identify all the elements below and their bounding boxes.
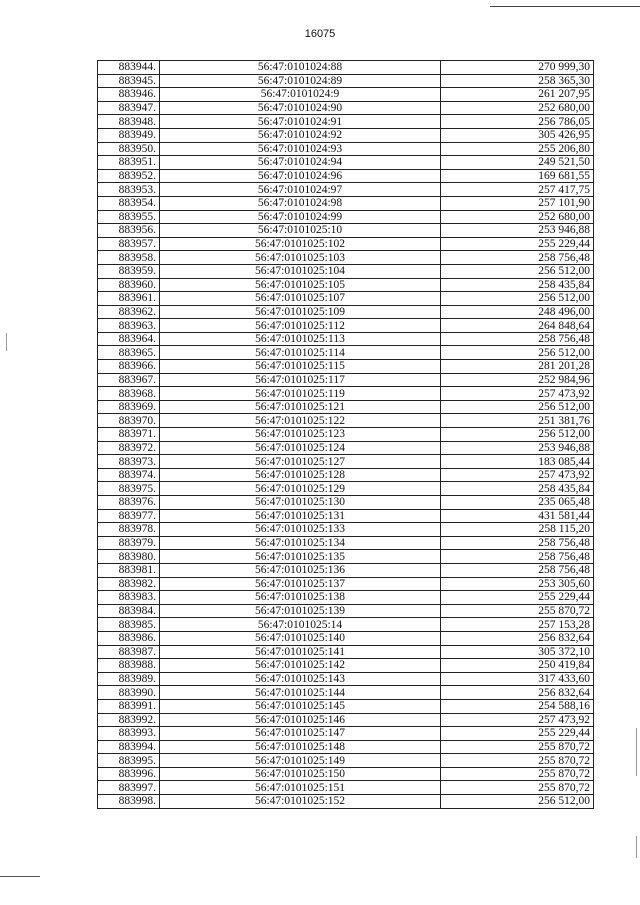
- row-number-cell: 883986.: [98, 631, 160, 645]
- cadastral-value-cell: 257 101,90: [441, 196, 594, 210]
- cadastral-value-cell: 256 786,05: [441, 115, 594, 129]
- table-row: [98, 795, 594, 809]
- row-number-cell: 883957.: [98, 237, 160, 251]
- cadastral-value-cell: 258 435,84: [441, 278, 594, 292]
- table-row: [98, 727, 594, 741]
- cadastral-number-cell: 56:47:0101025:121: [160, 400, 441, 414]
- row-number-cell: 883989.: [98, 672, 160, 686]
- scan-margin-mark: [636, 728, 637, 776]
- cadastral-value-cell: 258 435,84: [441, 482, 594, 496]
- cadastral-value-cell: 255 229,44: [441, 591, 594, 605]
- row-number-cell: 883970.: [98, 414, 160, 428]
- cadastral-value-cell: 253 946,88: [441, 224, 594, 238]
- cadastral-number-cell: 56:47:0101024:98: [160, 196, 441, 210]
- table-row: [98, 115, 594, 129]
- page-number: 16075: [304, 28, 336, 40]
- table-row: [98, 346, 594, 360]
- cadastral-value-cell: 255 870,72: [441, 781, 594, 795]
- row-number-cell: 883966.: [98, 360, 160, 374]
- cadastral-value-cell: 248 496,00: [441, 305, 594, 319]
- row-number-cell: 883949.: [98, 128, 160, 142]
- cadastral-number-cell: 56:47:0101025:109: [160, 305, 441, 319]
- scan-margin-mark: [636, 836, 637, 858]
- table-row: [98, 373, 594, 387]
- table-row: [98, 455, 594, 469]
- row-number-cell: 883971.: [98, 428, 160, 442]
- row-number-cell: 883945.: [98, 74, 160, 88]
- cadastral-number-cell: 56:47:0101025:115: [160, 360, 441, 374]
- cadastral-number-cell: 56:47:0101024:9: [160, 88, 441, 102]
- cadastral-value-cell: 258 756,48: [441, 536, 594, 550]
- cadastral-value-cell: 255 229,44: [441, 237, 594, 251]
- cadastral-number-cell: 56:47:0101025:142: [160, 659, 441, 673]
- row-number-cell: 883953.: [98, 183, 160, 197]
- cadastral-number-cell: 56:47:0101025:145: [160, 699, 441, 713]
- cadastral-value-cell: 258 756,48: [441, 251, 594, 265]
- cadastral-value-cell: 256 512,00: [441, 428, 594, 442]
- table-row: [98, 713, 594, 727]
- row-number-cell: 883952.: [98, 169, 160, 183]
- cadastral-value-cell: 317 433,60: [441, 672, 594, 686]
- cadastral-number-cell: 56:47:0101024:88: [160, 61, 441, 75]
- cadastral-value-cell: 256 512,00: [441, 292, 594, 306]
- cadastral-value-cell: 253 946,88: [441, 441, 594, 455]
- cadastral-number-cell: 56:47:0101025:147: [160, 727, 441, 741]
- cadastral-value-cell: 431 581,44: [441, 509, 594, 523]
- cadastral-number-cell: 56:47:0101025:141: [160, 645, 441, 659]
- cadastral-value-cell: 281 201,28: [441, 360, 594, 374]
- footer-rule: [0, 876, 40, 877]
- cadastral-number-cell: 56:47:0101024:96: [160, 169, 441, 183]
- row-number-cell: 883946.: [98, 88, 160, 102]
- table-row: [98, 237, 594, 251]
- row-number-cell: 883996.: [98, 767, 160, 781]
- cadastral-number-cell: 56:47:0101024:92: [160, 128, 441, 142]
- cadastral-number-cell: 56:47:0101025:112: [160, 319, 441, 333]
- cadastral-value-cell: 270 999,30: [441, 61, 594, 75]
- cadastral-number-cell: 56:47:0101025:104: [160, 264, 441, 278]
- table-row: [98, 577, 594, 591]
- table-row: [98, 183, 594, 197]
- row-number-cell: 883968.: [98, 387, 160, 401]
- table-row: [98, 88, 594, 102]
- cadastral-number-cell: 56:47:0101025:136: [160, 563, 441, 577]
- row-number-cell: 883980.: [98, 550, 160, 564]
- cadastral-value-cell: 235 065,48: [441, 496, 594, 510]
- cadastral-value-cell: 254 588,16: [441, 699, 594, 713]
- cadastral-number-cell: 56:47:0101025:105: [160, 278, 441, 292]
- table-row: [98, 142, 594, 156]
- table-row: [98, 428, 594, 442]
- cadastral-number-cell: 56:47:0101025:140: [160, 631, 441, 645]
- cadastral-value-cell: 256 512,00: [441, 264, 594, 278]
- row-number-cell: 883962.: [98, 305, 160, 319]
- table-row: [98, 74, 594, 88]
- row-number-cell: 883958.: [98, 251, 160, 265]
- cadastral-number-cell: 56:47:0101025:129: [160, 482, 441, 496]
- row-number-cell: 883976.: [98, 496, 160, 510]
- row-number-cell: 883981.: [98, 563, 160, 577]
- row-number-cell: 883963.: [98, 319, 160, 333]
- cadastral-value-cell: 255 229,44: [441, 727, 594, 741]
- cadastral-value-cell: 249 521,50: [441, 156, 594, 170]
- table-row: [98, 563, 594, 577]
- cadastral-number-cell: 56:47:0101025:135: [160, 550, 441, 564]
- cadastral-value-cell: 250 419,84: [441, 659, 594, 673]
- table-row: [98, 686, 594, 700]
- row-number-cell: 883951.: [98, 156, 160, 170]
- row-number-cell: 883956.: [98, 224, 160, 238]
- table-row: [98, 699, 594, 713]
- cadastral-number-cell: 56:47:0101025:14: [160, 618, 441, 632]
- cadastral-value-cell: 252 984,96: [441, 373, 594, 387]
- cadastral-number-cell: 56:47:0101025:119: [160, 387, 441, 401]
- cadastral-number-cell: 56:47:0101025:128: [160, 468, 441, 482]
- cadastral-number-cell: 56:47:0101025:122: [160, 414, 441, 428]
- table-row: [98, 441, 594, 455]
- row-number-cell: 883955.: [98, 210, 160, 224]
- cadastral-number-cell: 56:47:0101024:97: [160, 183, 441, 197]
- table-row: [98, 618, 594, 632]
- table-row: [98, 631, 594, 645]
- row-number-cell: 883944.: [98, 61, 160, 75]
- table-row: [98, 387, 594, 401]
- row-number-cell: 883990.: [98, 686, 160, 700]
- row-number-cell: 883974.: [98, 468, 160, 482]
- cadastral-value-cell: 253 305,60: [441, 577, 594, 591]
- row-number-cell: 883948.: [98, 115, 160, 129]
- table-body: [98, 61, 594, 809]
- cadastral-value-cell: 256 832,64: [441, 631, 594, 645]
- row-number-cell: 883979.: [98, 536, 160, 550]
- cadastral-number-cell: 56:47:0101025:144: [160, 686, 441, 700]
- row-number-cell: 883993.: [98, 727, 160, 741]
- row-number-cell: 883973.: [98, 455, 160, 469]
- table-row: [98, 496, 594, 510]
- cadastral-value-cell: 258 756,48: [441, 332, 594, 346]
- cadastral-number-cell: 56:47:0101025:131: [160, 509, 441, 523]
- cadastral-number-cell: 56:47:0101025:138: [160, 591, 441, 605]
- scan-margin-mark: [6, 333, 7, 351]
- table-row: [98, 482, 594, 496]
- cadastral-value-cell: 256 512,00: [441, 795, 594, 809]
- cadastral-number-cell: 56:47:0101025:137: [160, 577, 441, 591]
- table-row: [98, 292, 594, 306]
- table-row: [98, 156, 594, 170]
- cadastral-number-cell: 56:47:0101025:124: [160, 441, 441, 455]
- table-row: [98, 210, 594, 224]
- cadastral-number-cell: 56:47:0101025:146: [160, 713, 441, 727]
- table-row: [98, 550, 594, 564]
- row-number-cell: 883998.: [98, 795, 160, 809]
- row-number-cell: 883961.: [98, 292, 160, 306]
- cadastral-number-cell: 56:47:0101025:143: [160, 672, 441, 686]
- table-row: [98, 332, 594, 346]
- cadastral-number-cell: 56:47:0101025:151: [160, 781, 441, 795]
- cadastral-number-cell: 56:47:0101025:150: [160, 767, 441, 781]
- cadastral-value-cell: 257 473,92: [441, 713, 594, 727]
- row-number-cell: 883994.: [98, 740, 160, 754]
- row-number-cell: 883965.: [98, 346, 160, 360]
- cadastral-number-cell: 56:47:0101024:89: [160, 74, 441, 88]
- table-row: [98, 781, 594, 795]
- row-number-cell: 883987.: [98, 645, 160, 659]
- row-number-cell: 883960.: [98, 278, 160, 292]
- table-row: [98, 305, 594, 319]
- table-row: [98, 224, 594, 238]
- row-number-cell: 883967.: [98, 373, 160, 387]
- cadastral-value-cell: 255 870,72: [441, 767, 594, 781]
- cadastral-number-cell: 56:47:0101025:148: [160, 740, 441, 754]
- row-number-cell: 883969.: [98, 400, 160, 414]
- table-row: [98, 509, 594, 523]
- cadastral-number-cell: 56:47:0101025:134: [160, 536, 441, 550]
- row-number-cell: 883982.: [98, 577, 160, 591]
- row-number-cell: 883972.: [98, 441, 160, 455]
- cadastral-value-cell: 252 680,00: [441, 210, 594, 224]
- row-number-cell: 883984.: [98, 604, 160, 618]
- table-row: [98, 604, 594, 618]
- table-row: [98, 101, 594, 115]
- cadastral-number-cell: 56:47:0101025:113: [160, 332, 441, 346]
- cadastral-number-cell: 56:47:0101025:117: [160, 373, 441, 387]
- cadastral-value-cell: 258 365,30: [441, 74, 594, 88]
- cadastral-number-cell: 56:47:0101025:139: [160, 604, 441, 618]
- cadastral-number-cell: 56:47:0101025:127: [160, 455, 441, 469]
- cadastral-number-cell: 56:47:0101024:99: [160, 210, 441, 224]
- cadastral-number-cell: 56:47:0101025:130: [160, 496, 441, 510]
- cadastral-value-cell: 255 870,72: [441, 740, 594, 754]
- cadastral-value-cell: 255 206,80: [441, 142, 594, 156]
- row-number-cell: 883978.: [98, 523, 160, 537]
- table-row: [98, 400, 594, 414]
- row-number-cell: 883992.: [98, 713, 160, 727]
- table-row: [98, 61, 594, 75]
- row-number-cell: 883954.: [98, 196, 160, 210]
- cadastral-value-cell: 256 832,64: [441, 686, 594, 700]
- cadastral-number-cell: 56:47:0101025:102: [160, 237, 441, 251]
- table-row: [98, 360, 594, 374]
- header-rule: [490, 6, 640, 7]
- cadastral-value-cell: 183 085,44: [441, 455, 594, 469]
- cadastral-number-cell: 56:47:0101025:10: [160, 224, 441, 238]
- table-row: [98, 645, 594, 659]
- row-number-cell: 883964.: [98, 332, 160, 346]
- table-row: [98, 169, 594, 183]
- table-row: [98, 591, 594, 605]
- cadastral-value-cell: 257 473,92: [441, 387, 594, 401]
- cadastral-number-cell: 56:47:0101025:152: [160, 795, 441, 809]
- cadastral-value-table: [97, 60, 594, 809]
- cadastral-value-cell: 257 417,75: [441, 183, 594, 197]
- cadastral-number-cell: 56:47:0101025:107: [160, 292, 441, 306]
- row-number-cell: 883975.: [98, 482, 160, 496]
- table-row: [98, 278, 594, 292]
- table-row: [98, 128, 594, 142]
- cadastral-number-cell: 56:47:0101024:94: [160, 156, 441, 170]
- row-number-cell: 883997.: [98, 781, 160, 795]
- row-number-cell: 883947.: [98, 101, 160, 115]
- table-row: [98, 196, 594, 210]
- table-row: [98, 767, 594, 781]
- cadastral-value-cell: 256 512,00: [441, 400, 594, 414]
- cadastral-value-cell: 251 381,76: [441, 414, 594, 428]
- cadastral-value-cell: 257 473,92: [441, 468, 594, 482]
- row-number-cell: 883977.: [98, 509, 160, 523]
- cadastral-value-cell: 255 870,72: [441, 754, 594, 768]
- cadastral-value-cell: 261 207,95: [441, 88, 594, 102]
- cadastral-number-cell: 56:47:0101025:103: [160, 251, 441, 265]
- row-number-cell: 883995.: [98, 754, 160, 768]
- cadastral-value-cell: 258 115,20: [441, 523, 594, 537]
- cadastral-number-cell: 56:47:0101025:149: [160, 754, 441, 768]
- table-row: [98, 414, 594, 428]
- cadastral-number-cell: 56:47:0101024:93: [160, 142, 441, 156]
- table-row: [98, 319, 594, 333]
- cadastral-value-cell: 255 870,72: [441, 604, 594, 618]
- cadastral-number-cell: 56:47:0101025:123: [160, 428, 441, 442]
- cadastral-number-cell: 56:47:0101025:133: [160, 523, 441, 537]
- table-row: [98, 740, 594, 754]
- cadastral-value-cell: 258 756,48: [441, 550, 594, 564]
- table-row: [98, 264, 594, 278]
- cadastral-value-cell: 305 426,95: [441, 128, 594, 142]
- cadastral-number-cell: 56:47:0101025:114: [160, 346, 441, 360]
- row-number-cell: 883983.: [98, 591, 160, 605]
- table-row: [98, 251, 594, 265]
- cadastral-value-cell: 169 681,55: [441, 169, 594, 183]
- cadastral-number-cell: 56:47:0101024:90: [160, 101, 441, 115]
- row-number-cell: 883950.: [98, 142, 160, 156]
- cadastral-value-cell: 256 512,00: [441, 346, 594, 360]
- table-row: [98, 536, 594, 550]
- table-row: [98, 523, 594, 537]
- table-row: [98, 659, 594, 673]
- cadastral-value-cell: 257 153,28: [441, 618, 594, 632]
- cadastral-number-cell: 56:47:0101024:91: [160, 115, 441, 129]
- cadastral-value-cell: 252 680,00: [441, 101, 594, 115]
- cadastral-value-cell: 305 372,10: [441, 645, 594, 659]
- table-row: [98, 468, 594, 482]
- cadastral-value-cell: 264 848,64: [441, 319, 594, 333]
- row-number-cell: 883985.: [98, 618, 160, 632]
- table-row: [98, 754, 594, 768]
- row-number-cell: 883959.: [98, 264, 160, 278]
- row-number-cell: 883988.: [98, 659, 160, 673]
- table-row: [98, 672, 594, 686]
- row-number-cell: 883991.: [98, 699, 160, 713]
- cadastral-value-cell: 258 756,48: [441, 563, 594, 577]
